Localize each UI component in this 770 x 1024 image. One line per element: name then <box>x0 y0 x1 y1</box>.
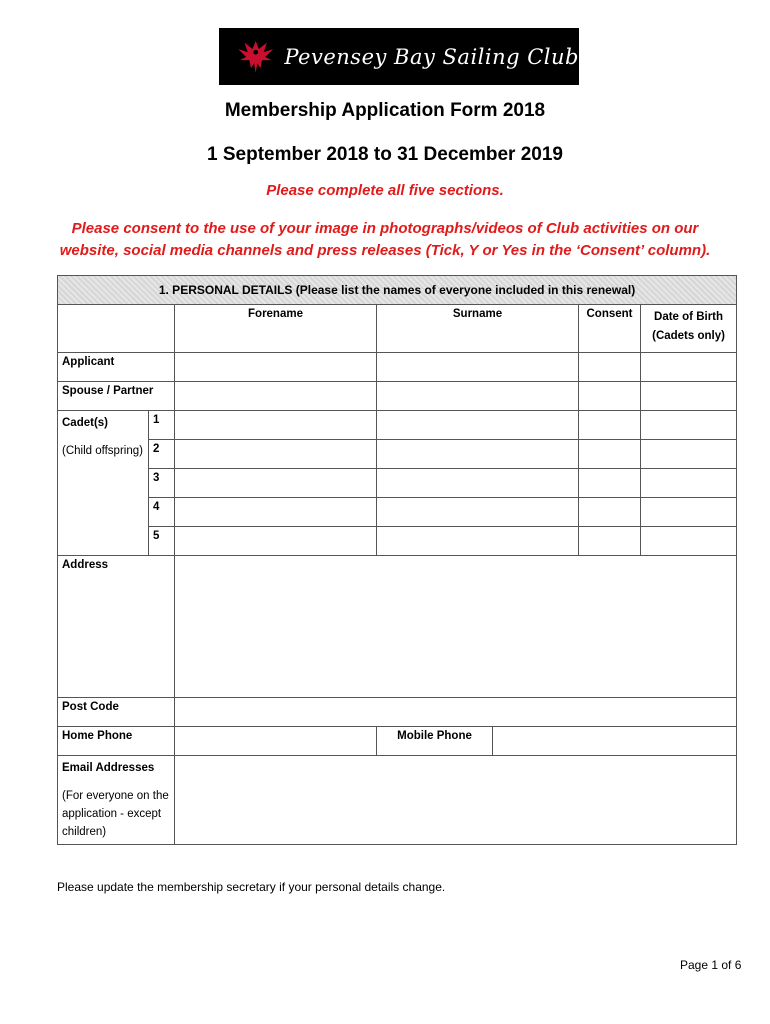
col-dob <box>641 305 737 353</box>
email-note: (For everyone on the application - except children) <box>62 790 169 838</box>
row-spouse: Spouse / Partner <box>58 382 175 411</box>
personal-details-table <box>57 275 737 845</box>
cadet-consent[interactable] <box>579 440 641 469</box>
instruction-text: Please complete all five sections. <box>266 182 504 199</box>
col-dob-label: Date of Birth <box>654 311 724 323</box>
club-logo <box>219 28 579 85</box>
row-cadets <box>58 411 149 556</box>
cadet-forename[interactable] <box>175 440 377 469</box>
spouse-consent[interactable] <box>579 382 641 411</box>
cadet-dob[interactable] <box>641 498 737 527</box>
cadet-number: 5 <box>149 527 175 556</box>
footer-note: Please update the membership secretary if your personal details change. <box>57 880 446 894</box>
spouse-dob[interactable] <box>641 382 737 411</box>
col-surname: Surname <box>377 305 579 353</box>
consent-notice <box>0 218 770 262</box>
applicant-surname[interactable] <box>377 353 579 382</box>
page-number: Page 1 of 6 <box>680 958 742 972</box>
cadets-label: Cadet(s) <box>62 417 109 429</box>
col-dob-note: (Cadets only) <box>652 330 725 342</box>
cadet-forename[interactable] <box>175 498 377 527</box>
cadets-note: (Child offspring) <box>62 445 143 457</box>
cadet-forename[interactable] <box>175 469 377 498</box>
cadet-number: 3 <box>149 469 175 498</box>
cadet-dob[interactable] <box>641 440 737 469</box>
applicant-forename[interactable] <box>175 353 377 382</box>
row-home-phone: Home Phone <box>58 727 175 756</box>
applicant-dob[interactable] <box>641 353 737 382</box>
section1-heading: 1. PERSONAL DETAILS (Please list the names of everyone included in this renewal) <box>58 276 737 305</box>
cadet-surname[interactable] <box>377 498 579 527</box>
cadet-consent[interactable] <box>579 527 641 556</box>
cadet-dob[interactable] <box>641 411 737 440</box>
cadet-number: 2 <box>149 440 175 469</box>
applicant-consent[interactable] <box>579 353 641 382</box>
cadet-forename[interactable] <box>175 411 377 440</box>
cadet-dob[interactable] <box>641 469 737 498</box>
consent-notice-line1: Please consent to the use of your image in photographs/videos of Club activities on our <box>71 220 699 237</box>
club-name: Pevensey Bay Sailing Club <box>284 44 579 69</box>
email-field[interactable] <box>175 756 737 845</box>
row-address: Address <box>58 556 175 698</box>
form-title: Membership Application Form 2018 <box>224 100 546 121</box>
cadet-surname[interactable] <box>377 440 579 469</box>
cadet-consent[interactable] <box>579 469 641 498</box>
col-consent: Consent <box>579 305 641 353</box>
consent-notice-line2: website, social media channels and press releases (Tick, Y or Yes in the ‘Consent’ column). <box>59 242 711 259</box>
form-period: 1 September 2018 to 31 December 2019 <box>207 144 563 165</box>
address-field[interactable] <box>175 556 737 698</box>
corner-cell <box>58 305 175 353</box>
phoenix-icon <box>235 31 276 83</box>
row-applicant: Applicant <box>58 353 175 382</box>
cadet-surname[interactable] <box>377 469 579 498</box>
mobile-phone-label: Mobile Phone <box>377 727 493 756</box>
cadet-number: 1 <box>149 411 175 440</box>
col-forename: Forename <box>175 305 377 353</box>
cadet-number: 4 <box>149 498 175 527</box>
email-label: Email Addresses <box>62 762 155 774</box>
cadet-surname[interactable] <box>377 411 579 440</box>
cadet-dob[interactable] <box>641 527 737 556</box>
cadet-surname[interactable] <box>377 527 579 556</box>
cadet-consent[interactable] <box>579 498 641 527</box>
spouse-surname[interactable] <box>377 382 579 411</box>
cadet-forename[interactable] <box>175 527 377 556</box>
mobile-phone-field[interactable] <box>493 727 737 756</box>
row-post-code: Post Code <box>58 698 175 727</box>
row-email <box>58 756 175 845</box>
cadet-consent[interactable] <box>579 411 641 440</box>
spouse-forename[interactable] <box>175 382 377 411</box>
post-code-field[interactable] <box>175 698 737 727</box>
home-phone-field[interactable] <box>175 727 377 756</box>
